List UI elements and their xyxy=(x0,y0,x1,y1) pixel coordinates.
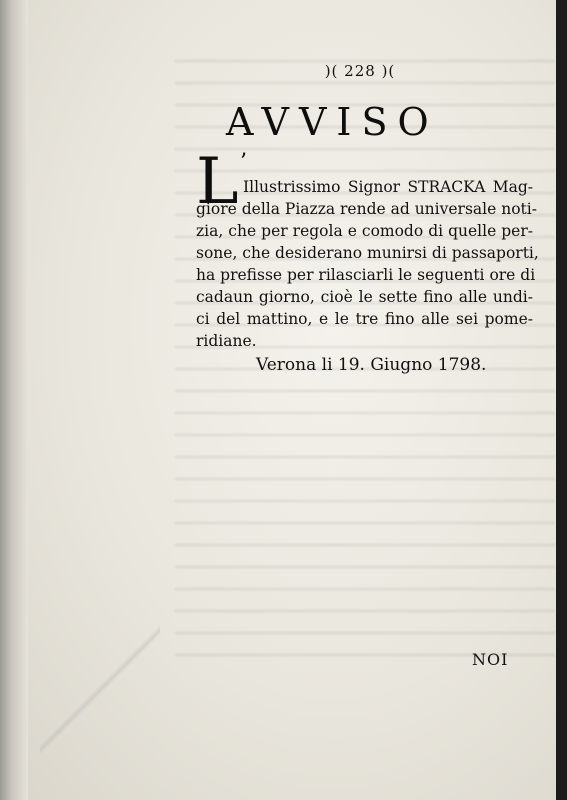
body-line: cadaun giorno, cioè le sette fino alle undi- xyxy=(196,288,533,306)
notice-title: AVVISO xyxy=(226,100,439,144)
body-line: Illustrissimo Signor STRACKA Mag- xyxy=(243,178,533,196)
scan-background xyxy=(556,0,567,800)
paper-crease xyxy=(40,620,160,760)
page-gutter xyxy=(0,0,28,800)
dateline: Verona li 19. Giugno 1798. xyxy=(256,355,487,375)
body-line: ha prefisse per rilasciarli le seguenti ore di xyxy=(196,266,536,284)
catchword: NOI xyxy=(472,650,509,669)
body-line: giore della Piazza rende ad universale noti- xyxy=(196,200,537,218)
drop-cap-apostrophe: ’ xyxy=(240,150,247,175)
body-line: ci del mattino, e le tre fino alle sei pome- xyxy=(196,310,533,328)
notice-body xyxy=(196,176,539,352)
body-line: ridiane. xyxy=(196,332,257,350)
body-line: zia, che per regola e comodo di quelle per- xyxy=(196,222,533,240)
page-header: )( 228 )( xyxy=(324,62,396,80)
drop-cap: L xyxy=(196,145,239,219)
body-line: sone, che desiderano munirsi di passaporti, xyxy=(196,244,539,262)
